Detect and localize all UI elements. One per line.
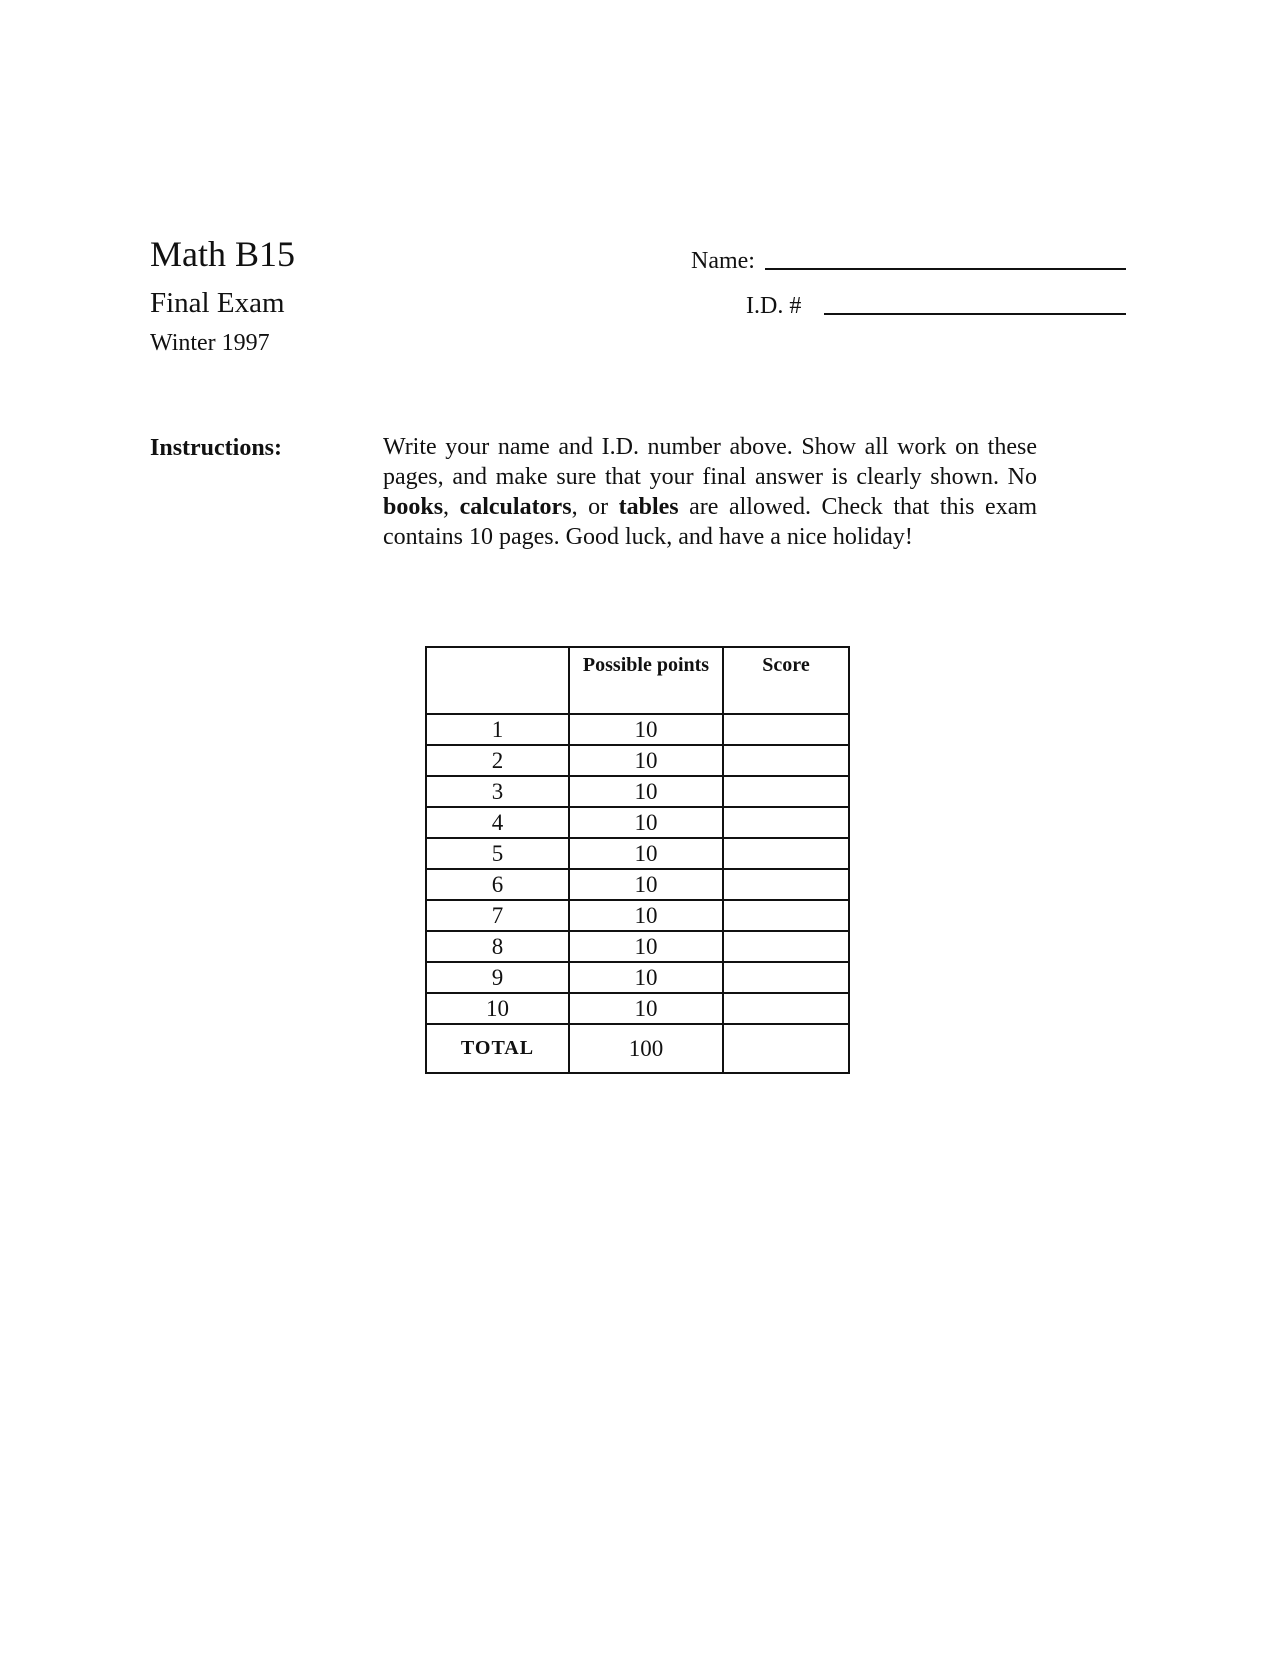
problem-number: 2 [426, 745, 569, 776]
instructions-text-part-2: are allowed. Check that this exam contains 10 pages. Good luck, and have a nice holiday! [383, 494, 1038, 550]
table-row [426, 714, 849, 745]
table-row [426, 869, 849, 900]
possible-points: 10 [569, 838, 723, 869]
name-label: Name: [691, 248, 755, 274]
problem-number: 1 [426, 714, 569, 745]
id-field-line[interactable] [824, 313, 1126, 315]
problem-number: 5 [426, 838, 569, 869]
instructions-bold-tables: tables [618, 494, 679, 520]
possible-points: 10 [569, 869, 723, 900]
total-label: TOTAL [426, 1024, 569, 1073]
problem-number: 3 [426, 776, 569, 807]
instructions-text-part-1: Write your name and I.D. number above. Show all work on these pages, and make sure that your final answer is clearly shown. No [383, 434, 1037, 490]
table-row [426, 993, 849, 1024]
header-problem [426, 647, 569, 714]
instructions-label: Instructions: [150, 435, 283, 461]
id-label: I.D. # [746, 293, 802, 319]
possible-points: 10 [569, 900, 723, 931]
table-row [426, 931, 849, 962]
total-possible-points: 100 [569, 1024, 723, 1073]
score-cell[interactable] [723, 869, 849, 900]
score-table [425, 646, 850, 1074]
table-row [426, 838, 849, 869]
score-table-header-row [426, 647, 849, 714]
score-cell[interactable] [723, 900, 849, 931]
score-cell[interactable] [723, 745, 849, 776]
score-cell[interactable] [723, 838, 849, 869]
score-cell[interactable] [723, 993, 849, 1024]
problem-number: 10 [426, 993, 569, 1024]
name-field-line[interactable] [765, 268, 1126, 270]
possible-points: 10 [569, 993, 723, 1024]
instructions-separator-2: , or [571, 494, 619, 520]
possible-points: 10 [569, 931, 723, 962]
total-score-cell[interactable] [723, 1024, 849, 1073]
total-row [426, 1024, 849, 1073]
table-row [426, 776, 849, 807]
table-row [426, 962, 849, 993]
possible-points: 10 [569, 745, 723, 776]
score-cell[interactable] [723, 776, 849, 807]
header-score: Score [723, 647, 849, 714]
problem-number: 9 [426, 962, 569, 993]
table-row [426, 807, 849, 838]
problem-number: 4 [426, 807, 569, 838]
instructions-bold-books: books [383, 494, 444, 520]
instructions-bold-calculators: calculators [459, 494, 572, 520]
possible-points: 10 [569, 776, 723, 807]
instructions-separator-1: , [443, 494, 460, 520]
problem-number: 8 [426, 931, 569, 962]
table-row [426, 900, 849, 931]
problem-number: 7 [426, 900, 569, 931]
possible-points: 10 [569, 962, 723, 993]
score-cell[interactable] [723, 962, 849, 993]
score-cell[interactable] [723, 807, 849, 838]
possible-points: 10 [569, 714, 723, 745]
instructions-text [383, 432, 1037, 552]
header-possible-points: Possible points [569, 647, 723, 714]
table-row [426, 745, 849, 776]
exam-term: Winter 1997 [150, 330, 270, 356]
possible-points: 10 [569, 807, 723, 838]
exam-name: Final Exam [150, 287, 285, 319]
score-cell[interactable] [723, 931, 849, 962]
problem-number: 6 [426, 869, 569, 900]
score-cell[interactable] [723, 714, 849, 745]
course-title: Math B15 [150, 234, 296, 274]
